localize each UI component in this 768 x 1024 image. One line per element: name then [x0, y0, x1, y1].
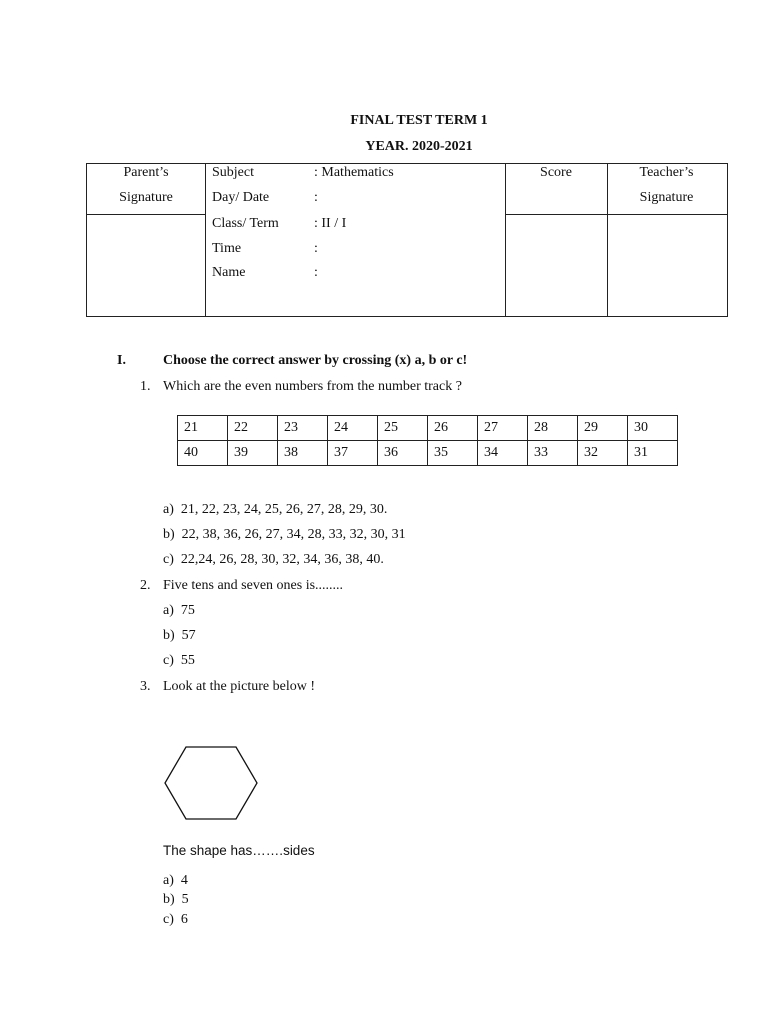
- test-title: FINAL TEST TERM 1: [350, 113, 488, 128]
- option-label: a): [163, 502, 174, 517]
- name-value: :: [314, 265, 318, 280]
- option-b[interactable]: [163, 892, 189, 908]
- option-text: 4: [180, 873, 188, 888]
- option-text: 22,24, 26, 28, 30, 32, 34, 36, 38, 40.: [180, 552, 384, 567]
- divider: [205, 163, 206, 316]
- teacher-signature-label: Signature: [639, 190, 694, 205]
- date-label: Day/ Date: [212, 190, 270, 205]
- track-cell: 23: [278, 416, 328, 441]
- question-text: Which are the even numbers from the number track ?: [163, 379, 462, 394]
- number-track: [177, 415, 678, 466]
- option-a[interactable]: [163, 873, 188, 889]
- option-c[interactable]: [163, 552, 384, 568]
- question-text: Five tens and seven ones is........: [163, 578, 344, 593]
- track-cell: 28: [528, 416, 578, 441]
- track-cell: 21: [178, 416, 228, 441]
- option-b[interactable]: [163, 527, 406, 543]
- shape-prompt: The shape has…….sides: [163, 843, 315, 858]
- subject-label: Subject: [212, 165, 254, 180]
- subject-value: : Mathematics: [314, 165, 394, 180]
- time-label: Time: [212, 241, 242, 256]
- number-track-row: [178, 441, 678, 466]
- divider: [607, 163, 608, 316]
- track-cell: 34: [478, 441, 528, 466]
- time-value: :: [314, 241, 318, 256]
- track-cell: 40: [178, 441, 228, 466]
- track-cell: 36: [378, 441, 428, 466]
- number-track-row: [178, 416, 678, 441]
- option-label: c): [163, 653, 174, 668]
- track-cell: 39: [228, 441, 278, 466]
- section-instruction: Choose the correct answer by crossing (x) a, b or c!: [163, 353, 468, 368]
- class-term-label: Class/ Term: [212, 216, 279, 231]
- track-cell: 31: [628, 441, 678, 466]
- track-cell: 29: [578, 416, 628, 441]
- option-text: 6: [180, 912, 188, 927]
- test-year: YEAR. 2020-2021: [365, 139, 473, 154]
- option-label: b): [163, 527, 175, 542]
- question-number: 3.: [140, 679, 151, 694]
- track-cell: 22: [228, 416, 278, 441]
- option-label: a): [163, 603, 174, 618]
- parent-signature-label: Signature: [119, 190, 173, 205]
- track-cell: 25: [378, 416, 428, 441]
- divider: [505, 163, 506, 316]
- option-a[interactable]: [163, 502, 387, 518]
- track-cell: 33: [528, 441, 578, 466]
- option-label: a): [163, 873, 174, 888]
- question-number: 1.: [140, 379, 151, 394]
- question-number: 2.: [140, 578, 151, 593]
- track-cell: 32: [578, 441, 628, 466]
- parent-signature-label: Parent’s: [123, 165, 169, 180]
- option-label: c): [163, 552, 174, 567]
- option-text: 22, 38, 36, 26, 27, 34, 28, 33, 32, 30, 31: [181, 527, 406, 542]
- track-cell: 26: [428, 416, 478, 441]
- divider: [505, 214, 727, 215]
- track-cell: 27: [478, 416, 528, 441]
- divider: [86, 214, 206, 215]
- info-table-border: [86, 163, 728, 317]
- teacher-signature-label: Teacher’s: [639, 165, 694, 180]
- name-label: Name: [212, 265, 246, 280]
- option-text: 75: [180, 603, 195, 618]
- date-value: :: [314, 190, 318, 205]
- track-cell: 37: [328, 441, 378, 466]
- class-term-value: : II / I: [314, 216, 347, 231]
- option-text: 55: [180, 653, 195, 668]
- option-b[interactable]: [163, 628, 196, 644]
- question-text: Look at the picture below !: [163, 679, 316, 694]
- track-cell: 35: [428, 441, 478, 466]
- option-c[interactable]: [163, 912, 188, 928]
- track-cell: 38: [278, 441, 328, 466]
- option-c[interactable]: [163, 653, 195, 669]
- section-number: I.: [117, 353, 126, 368]
- track-cell: 24: [328, 416, 378, 441]
- option-text: 57: [181, 628, 196, 643]
- option-label: b): [163, 892, 175, 907]
- hexagon-shape: [160, 742, 262, 824]
- option-text: 21, 22, 23, 24, 25, 26, 27, 28, 29, 30.: [180, 502, 388, 517]
- track-cell: 30: [628, 416, 678, 441]
- option-label: c): [163, 912, 174, 927]
- option-label: b): [163, 628, 175, 643]
- option-text: 5: [181, 892, 189, 907]
- score-label: Score: [540, 165, 572, 180]
- option-a[interactable]: [163, 603, 195, 619]
